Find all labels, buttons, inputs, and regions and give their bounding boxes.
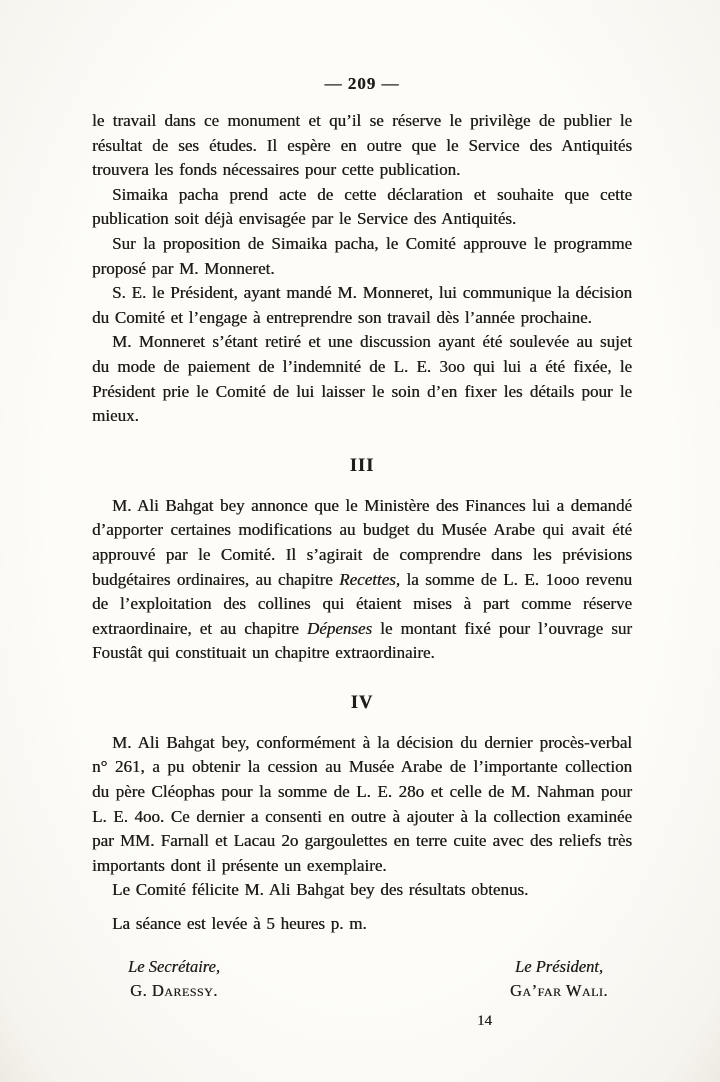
text-run: La séance est levée à 5 heures p. m. (112, 914, 367, 934)
text-run: M. Ali Bahgat bey annonce que le Ministère des Finances lui a demandé d’apporter certaines modifications au budget du Musée Arabe qui avait été approuvé par le Comité. Il s’agirait de comprendre dans les prévisions budgétaires ordinaires, au chapitre (92, 495, 632, 589)
text-run: S. E. le Président, ayant mandé M. Monneret, lui communique la décision du Comité et l’engage à entreprendre son travail dès l’année prochaine. (92, 283, 632, 327)
paragraph (92, 912, 632, 937)
document-body (92, 109, 632, 937)
secretary-name: G. Daressy. (130, 980, 218, 1000)
text-run: le travail dans ce monument et qu’il se réserve le privilège de publier le résultat de ses études. Il espère en outre que le Service des Antiquités trouvera les fonds nécessaires pour cette publication. (92, 111, 632, 180)
text-run: la somme de L. E. 1ooo revenu de l’exploitation des collines qui étaient mises à part comme réserve extraordinaire, et au chapitre (92, 569, 633, 638)
president-name: Ga’far Wali. (509, 980, 608, 1000)
italic-text-run: Recettes, (339, 569, 401, 589)
secretary-title: Le Secrétaire, (128, 956, 220, 976)
section-heading: III (349, 455, 375, 476)
paragraph (92, 494, 632, 666)
text-run: M. Monneret s’étant retiré et une discussion ayant été soulevée au sujet du mode de paiement de l’indemnité de L. E. 3oo qui lui a été fixée, le Président prie le Comité de lui laisser le soin d’en fixer les détails pour le mieux. (92, 332, 632, 426)
paragraph (92, 731, 632, 879)
text-run: le montant fixé pour l’ouvrage sur Foustât qui constituait un chapitre extraordinaire. (92, 618, 632, 663)
signature-president (510, 957, 608, 1001)
president-title: Le Président, (514, 956, 603, 976)
paragraph (92, 183, 632, 232)
page-number-footer: 14 (477, 1012, 492, 1029)
paragraph (92, 281, 632, 330)
italic-text-run: Dépenses (306, 618, 373, 638)
paragraph (92, 109, 632, 183)
section-heading: IV (350, 692, 374, 713)
text-run: Sur la proposition de Simaika pacha, le Comité approuve le programme proposé par M. Monneret. (92, 233, 632, 278)
paragraph (92, 232, 632, 281)
signature-secretary (128, 957, 220, 1001)
paragraph (92, 330, 632, 428)
paragraph (92, 878, 632, 903)
page-number-header: — 209 — (324, 74, 400, 93)
text-run: Simaika pacha prend acte de cette déclaration et souhaite que cette publication soit déjà envisagée par le Service des Antiquités. (92, 184, 632, 229)
text-run: Le Comité félicite M. Ali Bahgat bey des résultats obtenus. (112, 880, 529, 900)
text-run: M. Ali Bahgat bey, conformément à la décision du dernier procès-verbal n° 261, a pu obtenir la cession au Musée Arabe de l’importante collection du père Cléophas pour la somme de L. E. 28o et celle de M. Nahman pour L. E. 4oo. Ce dernier a consenti en outre à ajouter à la collection examinée par MM. Farnall et Lacau 2o gargoulettes en terre cuite avec des reliefs très importants dont il présente un exemplaire. (92, 732, 632, 875)
signature-block (92, 957, 632, 1001)
